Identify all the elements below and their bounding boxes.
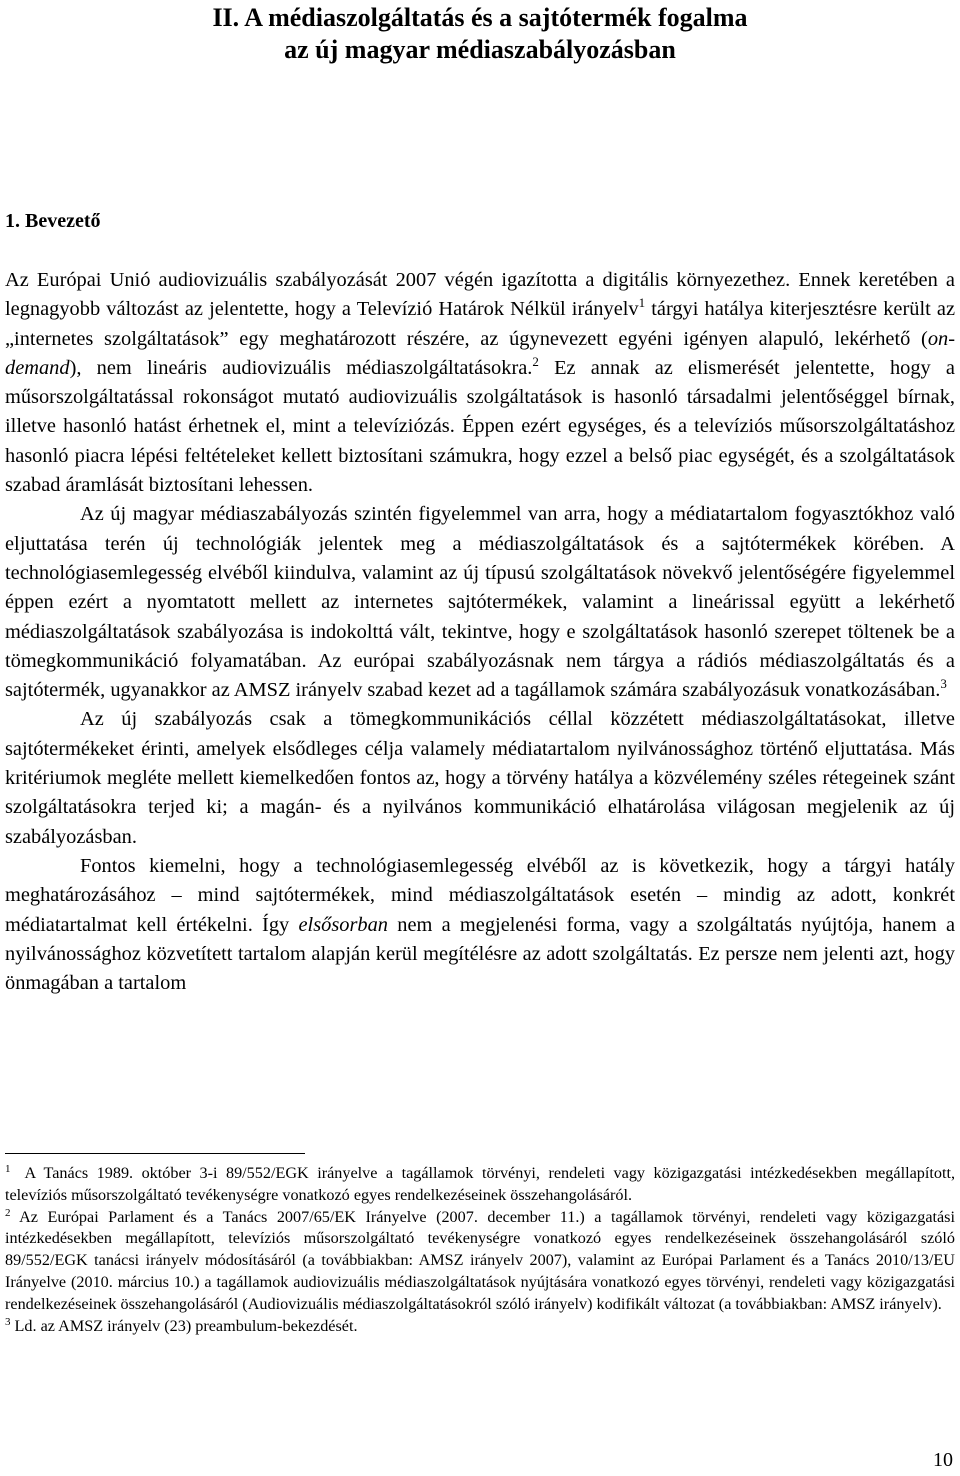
- footnote-divider: [5, 1153, 305, 1154]
- paragraph-1-part-b: tárgyi hatálya kiterjesztésre került az „internetes szolgáltatások” egy meghatározott részére, az úgynevezett egyéni igényen alapuló, lekérhető (: [5, 298, 955, 350]
- page-title-line-2: az új magyar médiaszabályozásban: [284, 35, 676, 64]
- paragraph-4-part-b: nem a megjelenési forma, vagy a szolgáltatás nyújtója, hanem a nyilvánossághoz közvetített tartalom alapján kerül megítélésre az adott szolgáltatás. Ez persze nem jelenti azt, hogy önmagában a tartalom: [5, 913, 956, 995]
- section-heading: 1. Bevezető: [5, 210, 101, 232]
- footnote-ref-3[interactable]: 3: [940, 676, 947, 692]
- body-text: [5, 266, 955, 998]
- page-number: 10: [933, 1449, 953, 1471]
- paragraph-2: [5, 500, 955, 705]
- paragraph-3-text: Az új szabályozás csak a tömegkommunikációs céllal közzétett médiaszolgáltatásokat, illetve sajtótermékeket érinti, amelyek elsődleges célja valamely médiatartalom nyilvánossághoz történő eljuttatása. Más kritériumok megléte mellett kiemelkedően fontos az, hogy a törvény hatálya a közvélemény széles rétegeinek szánt szolgáltatásokra terjed ki; a magán- és a nyilvános kommunikáció elhatárolása világosan megjelenik az új szabályozásban.: [5, 708, 955, 848]
- footnote-2-number: 2: [5, 1206, 11, 1219]
- footnote-2-text: Az Európai Parlament és a Tanács 2007/65/EK Irányelve (2007. december 11.) a tagállamok törvényi, rendeleti vagy közigazgatási intézkedésekben megállapított, televíziós műsorszolgáltató tevékenységre vonatkozó egyes rendelkezéseinek összehangolásáról szóló 89/552/EGK tanácsi irányelv módosításáról (a továbbiakban: AMSZ irányelv 2007), valamint az Európai Parlament és a Tanács 2010/13/EU Irányelve (2010. március 10.) a tagállamok audiovizuális médiaszolgáltatások nyújtására vonatkozó egyes törvényi, rendeleti vagy közigazgatási rendelkezéseinek összehangolásáról (Audiovizuális médiaszolgáltatásokról szóló irányelv) kodifikált változat (a továbbiakban: AMSZ irányelv).: [5, 1207, 955, 1313]
- paragraph-2-text: Az új magyar médiaszabályozás szintén figyelemmel van arra, hogy a médiatartalom fogyasztókhoz való eljuttatása terén új technológiák jelentek meg a médiaszolgáltatások és a sajtótermékek körében. A technológiasemlegesség elvéből kiindulva, valamint az új típusú szolgáltatások növekvő jelentőségére figyelemmel éppen ezért a nyomtatott mellett az internetes sajtótermékek, valamint a lineárissal együtt a lekérhető médiaszolgáltatások szabályozása is indokolttá vált, tekintve, hogy e szolgáltatások hasonló szerepet töltenek be a tömegkommunikáció folyamatában. Az európai szabályozásnak nem tárgya a rádiós médiaszolgáltatás és a sajtótermék, ugyanakkor az AMSZ irányelv szabad kezet ad a tagállamok számára szabályozásuk vonatkozásában.: [5, 503, 955, 702]
- page-title-line-1: II. A médiaszolgáltatás és a sajtótermék fogalma: [212, 3, 748, 32]
- footnote-3: [5, 1316, 955, 1338]
- paragraph-1: [5, 266, 955, 500]
- document-page: [5, 0, 956, 1471]
- page-title: [5, 0, 955, 66]
- footnote-ref-1[interactable]: 1: [638, 295, 646, 311]
- paragraph-1-part-a: Az Európai Unió audiovizuális szabályozását 2007 végén igazította a digitális környezethez. Ennek keretében a legnagyobb változást az jelentette, hogy a Televízió Határok Nélkül irányelv: [5, 269, 955, 321]
- footnote-3-number: 3: [5, 1315, 11, 1328]
- footnote-1-text: A Tanács 1989. október 3-i 89/552/EGK irányelve a tagállamok törvényi, rendeleti vagy közigazgatási intézkedésekben megállapított, televíziós műsorszolgáltató tevékenységre vonatkozó egyes rendelkezéseinek összehangolásáról.: [5, 1164, 955, 1204]
- paragraph-4-emphasis: elsősorban: [298, 913, 388, 936]
- footnote-1-number: 1: [5, 1163, 11, 1175]
- paragraph-1-part-c: ), nem lineáris audiovizuális médiaszolgáltatásokra.: [69, 356, 533, 379]
- paragraph-1-emphasis: on-demand: [5, 327, 955, 379]
- paragraph-1-part-d: Ez annak az elismerését jelentette, hogy a műsorszolgáltatással rokonságot mutató audiovizuális szolgáltatások is hasonló társadalmi jelentőséggel bírnak, illetve hasonló hatást érhetnek el, mint a televíziózás. Éppen ezért egységes, és a televíziós műsorszolgáltatáshoz hasonló piacra lépési feltételeket kellett biztosítani számukra, hogy ezzel a belső piac egységét, és a szolgáltatások szabad áramlását biztosítani lehessen.: [5, 356, 955, 497]
- footnote-3-text: Ld. az AMSZ irányelv (23) preambulum-bekezdését.: [14, 1316, 358, 1335]
- footnote-1: [5, 1163, 955, 1207]
- footnote-ref-2[interactable]: 2: [532, 353, 539, 369]
- paragraph-3: [5, 705, 955, 851]
- footnote-2: [5, 1207, 955, 1316]
- paragraph-4-part-a: Fontos kiemelni, hogy a technológiasemlegesség elvéből az is következik, hogy a tárgyi hatály meghatározásához – mind sajtótermékek, mind médiaszolgáltatások esetén – mindig az adott, konkrét médiatartalmat kell értékelni. Így: [5, 854, 955, 936]
- footnotes: [5, 1163, 955, 1337]
- paragraph-4: [5, 852, 955, 998]
